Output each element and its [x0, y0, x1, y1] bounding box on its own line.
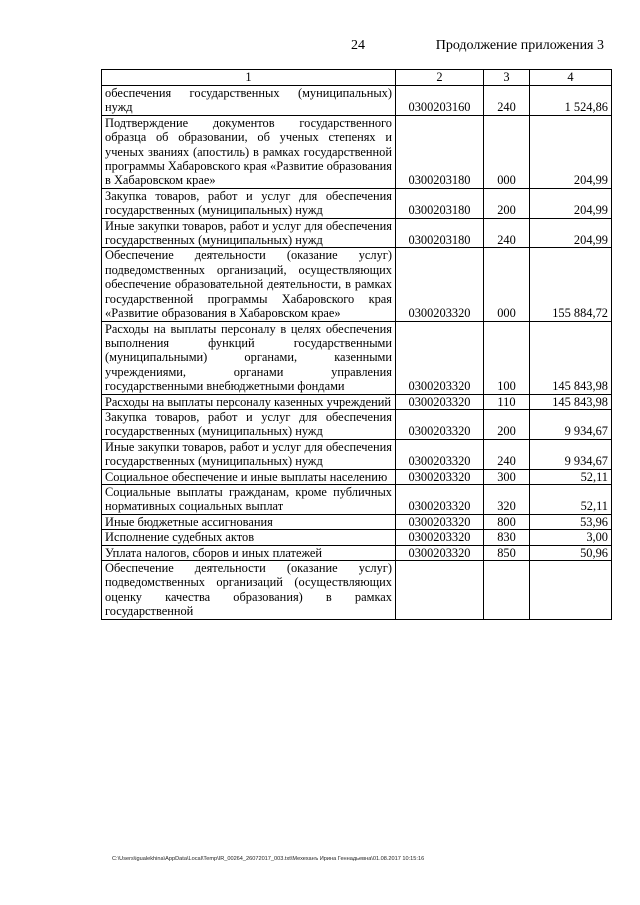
- row-name: обеспечения государственных (муниципальных) нужд: [102, 86, 396, 116]
- row-amount: 204,99: [530, 218, 612, 248]
- row-name: Закупка товаров, работ и услуг для обеспечения государственных (муниципальных) нужд: [102, 409, 396, 439]
- row-expense-type: 000: [484, 115, 530, 188]
- row-target-code: 0300203320: [396, 469, 484, 484]
- page-number: 24: [351, 38, 365, 53]
- row-expense-type: 240: [484, 218, 530, 248]
- row-target-code: 0300203320: [396, 545, 484, 560]
- row-name: Расходы на выплаты персоналу в целях обеспечения выполнения функций государственными (муниципальными) органами, казенными учреждениями, органами управления государственными внебюджетными фондами: [102, 321, 396, 394]
- row-amount: 204,99: [530, 115, 612, 188]
- row-name: Уплата налогов, сборов и иных платежей: [102, 545, 396, 560]
- row-expense-type: 850: [484, 545, 530, 560]
- row-amount: 204,99: [530, 188, 612, 218]
- row-expense-type: 200: [484, 409, 530, 439]
- row-target-code: 0300203180: [396, 218, 484, 248]
- row-name: Обеспечение деятельности (оказание услуг) подведомственных организаций, осуществляющих обеспечение образовательной деятельности, в рамках государственной программы Хабаровского края «Развитие образования в Хабаровском крае»: [102, 248, 396, 321]
- row-expense-type: [484, 561, 530, 620]
- row-target-code: 0300203320: [396, 514, 484, 529]
- row-target-code: 0300203320: [396, 484, 484, 514]
- row-expense-type: 800: [484, 514, 530, 529]
- row-expense-type: 000: [484, 248, 530, 321]
- table-row: [102, 439, 612, 469]
- row-name: Исполнение судебных актов: [102, 530, 396, 545]
- budget-table: [101, 69, 612, 620]
- table-row: [102, 394, 612, 409]
- table-row: [102, 86, 612, 116]
- row-target-code: 0300203180: [396, 188, 484, 218]
- row-target-code: 0300203320: [396, 321, 484, 394]
- table-row: [102, 545, 612, 560]
- row-name: Иные бюджетные ассигнования: [102, 514, 396, 529]
- row-name: Социальные выплаты гражданам, кроме публичных нормативных социальных выплат: [102, 484, 396, 514]
- row-amount: [530, 561, 612, 620]
- row-amount: 1 524,86: [530, 86, 612, 116]
- table-row: [102, 484, 612, 514]
- row-expense-type: 320: [484, 484, 530, 514]
- column-header-4: 4: [530, 70, 612, 86]
- table-row: [102, 218, 612, 248]
- table-header-row: [102, 70, 612, 86]
- table-row: [102, 530, 612, 545]
- table-row: [102, 321, 612, 394]
- row-name: Социальное обеспечение и иные выплаты населению: [102, 469, 396, 484]
- table-row: [102, 115, 612, 188]
- row-target-code: 0300203160: [396, 86, 484, 116]
- row-name: Обеспечение деятельности (оказание услуг) подведомственных организаций (осуществляющих оценку качества образования) в рамках государственной: [102, 561, 396, 620]
- row-expense-type: 240: [484, 439, 530, 469]
- table-row: [102, 514, 612, 529]
- row-amount: 52,11: [530, 484, 612, 514]
- row-target-code: 0300203180: [396, 115, 484, 188]
- row-target-code: 0300203320: [396, 439, 484, 469]
- row-amount: 155 884,72: [530, 248, 612, 321]
- table-row: [102, 561, 612, 620]
- row-name: Закупка товаров, работ и услуг для обеспечения государственных (муниципальных) нужд: [102, 188, 396, 218]
- row-name: Расходы на выплаты персоналу казенных учреждений: [102, 394, 396, 409]
- row-amount: 145 843,98: [530, 321, 612, 394]
- row-name: Подтверждение документов государственного образца об образовании, об ученых степенях и ученых званиях (апостиль) в рамках государственной программы Хабаровского края «Развитие образования в Хабаровском крае»: [102, 115, 396, 188]
- row-expense-type: 110: [484, 394, 530, 409]
- row-target-code: 0300203320: [396, 530, 484, 545]
- row-amount: 50,96: [530, 545, 612, 560]
- appendix-continuation-label: Продолжение приложения 3: [435, 38, 604, 53]
- row-target-code: 0300203320: [396, 394, 484, 409]
- row-target-code: 0300203320: [396, 248, 484, 321]
- row-expense-type: 100: [484, 321, 530, 394]
- row-expense-type: 200: [484, 188, 530, 218]
- row-amount: 9 934,67: [530, 409, 612, 439]
- footer-file-path: C:\Users\igualekhina\AppData\Local\Temp\IR_00264_26072017_003.txt\Мехеханъ Ирина Геннадьевна\01.08.2017 10:15:16: [112, 856, 425, 862]
- column-header-2: 2: [396, 70, 484, 86]
- column-header-3: 3: [484, 70, 530, 86]
- row-name: Иные закупки товаров, работ и услуг для обеспечения государственных (муниципальных) нужд: [102, 218, 396, 248]
- row-expense-type: 240: [484, 86, 530, 116]
- row-target-code: [396, 561, 484, 620]
- row-amount: 145 843,98: [530, 394, 612, 409]
- row-amount: 9 934,67: [530, 439, 612, 469]
- column-header-1: 1: [102, 70, 396, 86]
- row-expense-type: 300: [484, 469, 530, 484]
- table-row: [102, 469, 612, 484]
- table-row: [102, 188, 612, 218]
- table-row: [102, 248, 612, 321]
- row-name: Иные закупки товаров, работ и услуг для обеспечения государственных (муниципальных) нужд: [102, 439, 396, 469]
- table-row: [102, 409, 612, 439]
- row-target-code: 0300203320: [396, 409, 484, 439]
- row-amount: 52,11: [530, 469, 612, 484]
- row-expense-type: 830: [484, 530, 530, 545]
- row-amount: 53,96: [530, 514, 612, 529]
- row-amount: 3,00: [530, 530, 612, 545]
